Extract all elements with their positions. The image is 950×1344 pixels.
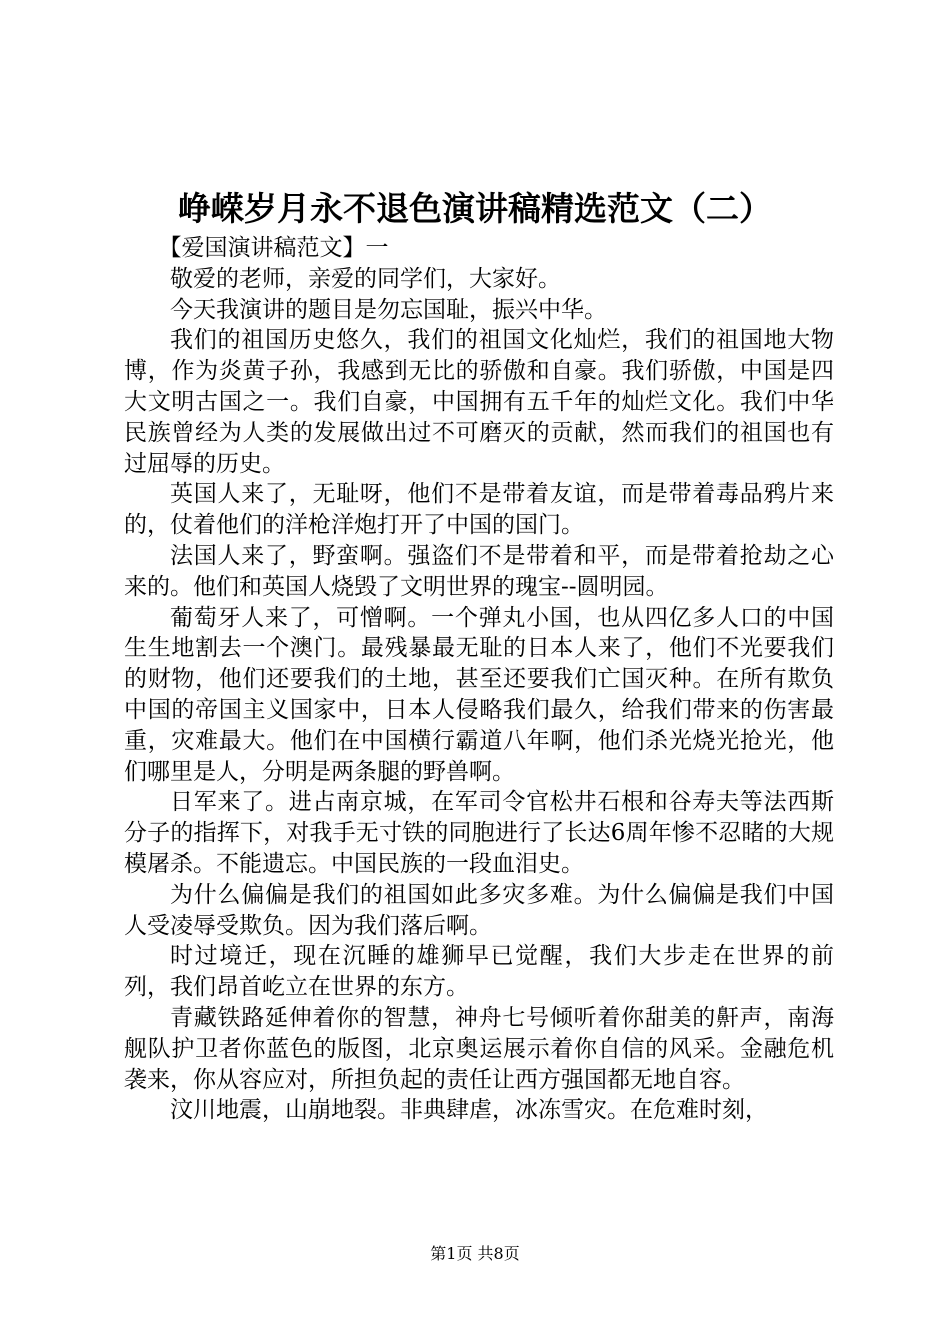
page-number-footer: 第1页 共8页 <box>430 1244 520 1263</box>
paragraph: 青藏铁路延伸着你的智慧，神舟七号倾听着你甜美的鼾声，南海舰队护卫者你蓝色的版图，北京奥运展示着你自信的风采。金融危机袭来，你从容应对，所担负起的责任让西方强国都无地自容。 <box>124 1004 834 1093</box>
paragraph: 我们的祖国历史悠久，我们的祖国文化灿烂，我们的祖国地大物博，作为炎黄子孙，我感到无比的骄傲和自豪。我们骄傲，中国是四大文明古国之一。我们自豪，中国拥有五千年的灿烂文化。我们中华民族曾经为人类的发展做出过不可磨灭的贡献，然而我们的祖国也有过屈辱的历史。 <box>124 327 834 477</box>
paragraph: 法国人来了，野蛮啊。强盗们不是带着和平，而是带着抢劫之心来的。他们和英国人烧毁了文明世界的瑰宝--圆明园。 <box>124 542 834 600</box>
document-title: 峥嵘岁月永不退色演讲稿精选范文（二） <box>178 189 772 228</box>
paragraph: 今天我演讲的题目是勿忘国耻，振兴中华。 <box>170 296 607 323</box>
paragraph: 日军来了。进占南京城，在军司令官松井石根和谷寿夫等法西斯分子的指挥下，对我手无寸铁的同胞进行了长达6周年惨不忍睹的大规模屠杀。不能遗忘。中国民族的一段血泪史。 <box>124 789 834 877</box>
paragraph: 为什么偏偏是我们的祖国如此多灾多难。为什么偏偏是我们中国人受凌辱受欺负。因为我们落后啊。 <box>124 881 834 939</box>
paragraph: 【爱国演讲稿范文】一 <box>158 235 389 261</box>
paragraph: 时过境迁，现在沉睡的雄狮早已觉醒，我们大步走在世界的前列，我们昂首屹立在世界的东方。 <box>124 943 834 1001</box>
paragraph: 敬爱的老师，亲爱的同学们，大家好。 <box>170 265 561 292</box>
paragraph: 葡萄牙人来了，可憎啊。一个弹丸小国，也从四亿多人口的中国生生地割去一个澳门。最残暴最无耻的日本人来了，他们不光要我们的财物，他们还要我们的土地，甚至还要我们亡国灭种。在所有欺负中国的帝国主义国家中，日本人侵略我们最久，给我们带来的伤害最重，灾难最大。他们在中国横行霸道八年啊，他们杀光烧光抢光，他们哪里是人，分明是两条腿的野兽啊。 <box>124 604 834 785</box>
document-body <box>124 233 834 1126</box>
paragraph: 英国人来了，无耻呀，他们不是带着友谊，而是带着毒品鸦片来的，仗着他们的洋枪洋炮打开了中国的国门。 <box>124 481 834 539</box>
paragraph: 汶川地震，山崩地裂。非典肆虐，冰冻雪灾。在危难时刻， <box>170 1097 768 1124</box>
